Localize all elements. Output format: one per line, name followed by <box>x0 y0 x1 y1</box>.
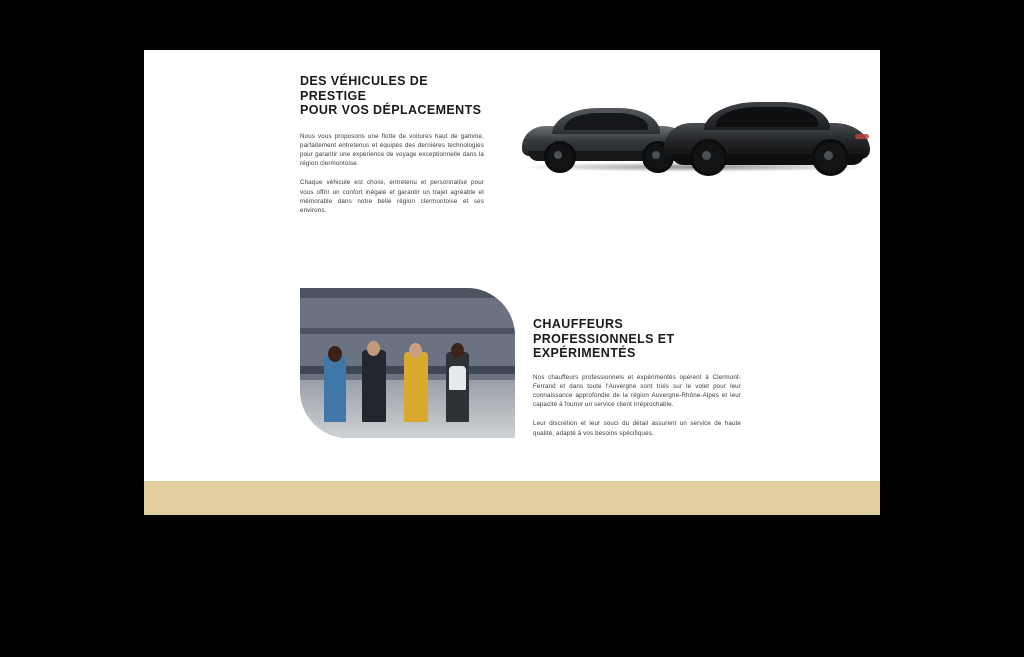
person-4-shirt <box>449 366 466 390</box>
person-1-head <box>328 346 342 362</box>
person-2-body <box>362 350 386 422</box>
facade-band-mid <box>300 328 515 334</box>
page-viewport <box>144 50 880 515</box>
chauffeurs-heading-line1: CHAUFFEURS PROFESSIONNELS ET <box>533 317 675 346</box>
vehicles-paragraph-1: Nous vous proposons une flotte de voitures haut de gamme, parfaitement entretenus et équipés des dernières technologies pour garantir une expérience de voyage exceptionnelle dans la région clermontoise. <box>300 132 484 168</box>
car-right-glass <box>716 107 818 127</box>
car-right-taillight <box>855 134 869 139</box>
chauffeurs-heading-line2: EXPÉRIMENTÉS <box>533 346 636 360</box>
car-left-rear-hub <box>652 151 660 159</box>
car-right-front-hub <box>702 151 711 160</box>
section-vehicles <box>300 74 880 244</box>
facade-band-top <box>300 288 515 298</box>
section-chauffeurs <box>300 288 880 453</box>
person-3-body <box>404 352 428 422</box>
chauffeurs-text-column <box>533 317 741 448</box>
car-right-rear-hub <box>824 151 833 160</box>
vehicles-heading-line1: DES VÉHICULES DE PRESTIGE <box>300 74 428 103</box>
chauffeurs-paragraph-2: Leur discrétion et leur souci du détail assurent un service de haute qualité, adapté à vos besoins spécifiques. <box>533 420 741 437</box>
vehicles-heading <box>300 74 484 118</box>
chauffeurs-heading <box>533 317 741 361</box>
person-4-head <box>451 343 464 358</box>
chauffeurs-paragraph-1: Nos chauffeurs professionnels et expérimentés opèrent à Clermont-Ferrand et dans toute l'Auvergne sont triés sur le volet pour leur connaissance approfondie de la région Auvergne-Rhône-Alpes et leur capacité à fournir un service client irréprochable. <box>533 373 741 409</box>
person-3-head <box>409 343 422 358</box>
car-left-front-hub <box>554 151 562 159</box>
car-left-front-wheel <box>544 141 576 173</box>
person-1-body <box>324 356 346 422</box>
person-2-head <box>367 341 380 356</box>
vehicles-image <box>514 96 878 194</box>
footer-band <box>144 481 880 515</box>
vehicles-text-column <box>300 74 484 225</box>
vehicles-paragraph-2: Chaque véhicule est choisi, entretenu et personnalisé pour vous offrir un confort inégalé et garantir un trajet agréable et mémorable dans notre belle région clermontoise et ses environs. <box>300 179 484 214</box>
car-right-front-wheel <box>690 139 727 176</box>
car-left-glass <box>564 113 648 130</box>
chauffeurs-image <box>300 288 515 438</box>
car-right-rear-wheel <box>812 139 849 176</box>
vehicles-heading-line2: POUR VOS DÉPLACEMENTS <box>300 103 482 117</box>
